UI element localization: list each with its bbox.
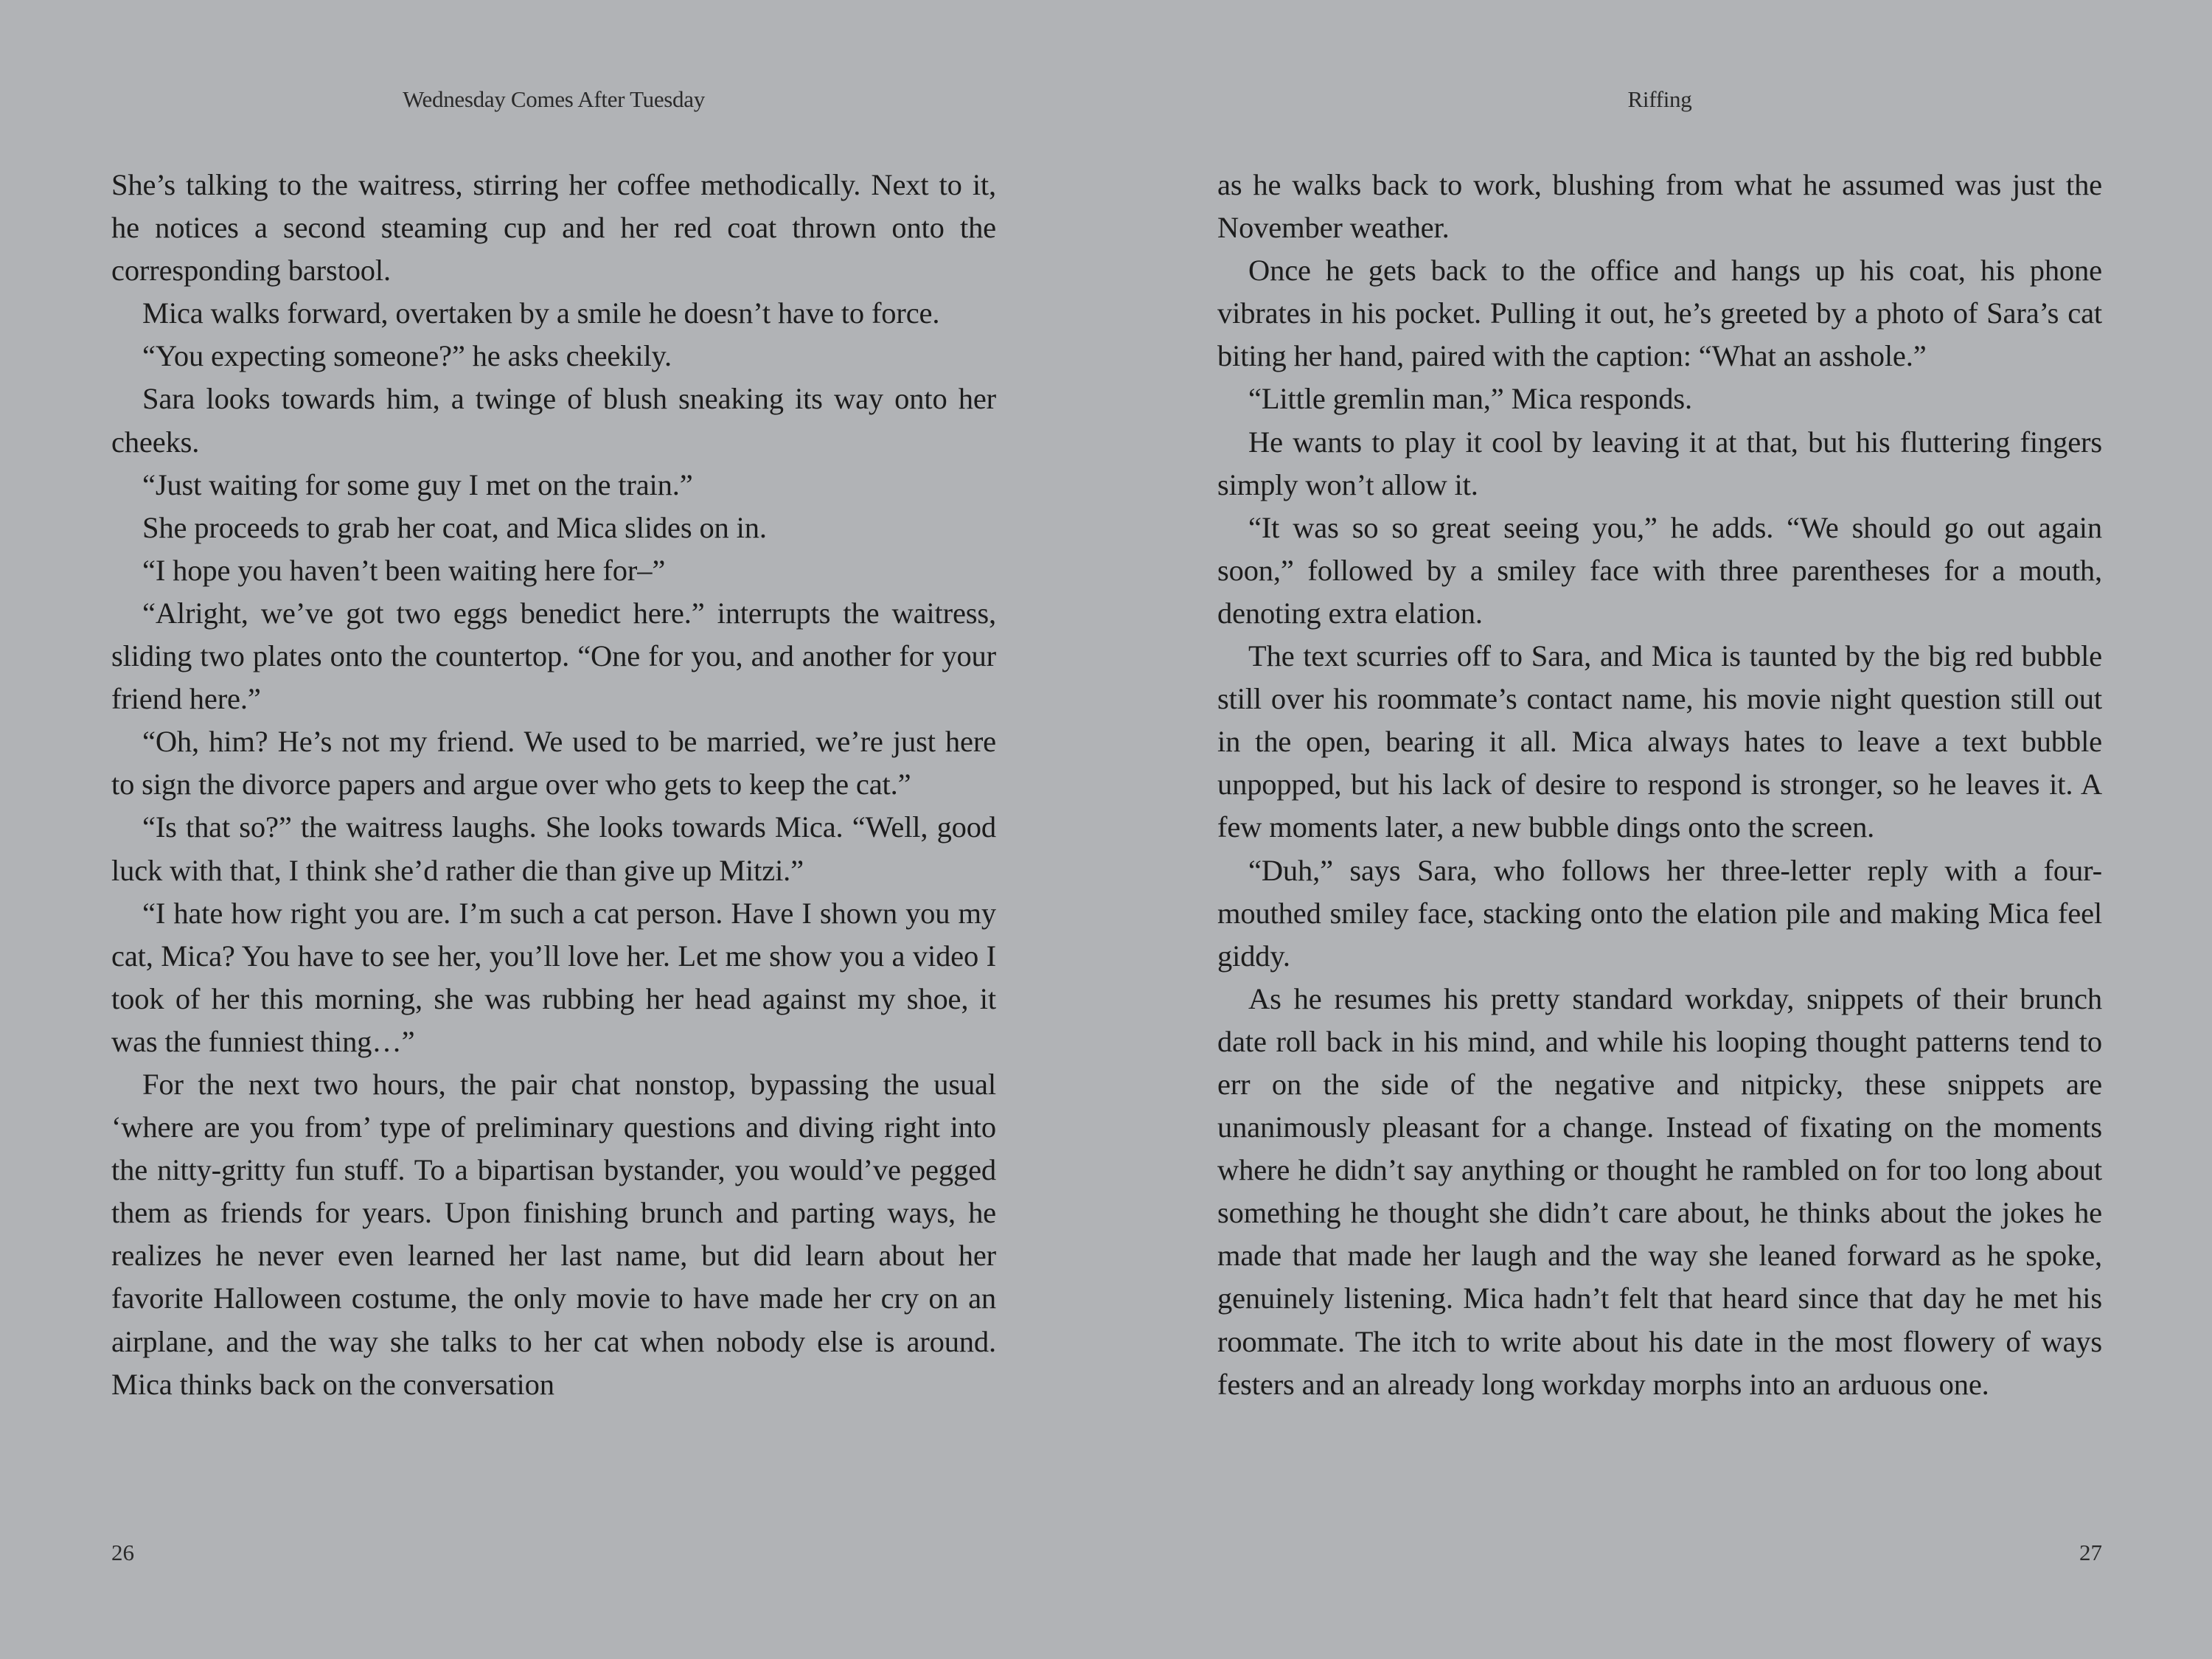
paragraph: “I hope you haven’t been waiting here for–” <box>142 553 666 587</box>
paragraph: “Oh, him? He’s not my friend. We used to be married, we’re just here to sign the divorce papers and argue over who gets to keep the cat.” <box>111 725 996 801</box>
left-body-text <box>111 164 996 1406</box>
left-page <box>111 0 996 1659</box>
paragraph: As he resumes his pretty standard workday, snippets of their brunch date roll back in his mind, and while his looping thought patterns tend to err on the side of the negative and nitpicky, these snippets are unanimously pleasant for a change. Instead of fixating on the moments where he didn’t say anything or thought he rambled on for too long about something he thought she didn’t care about, he thinks about the jokes he made that made her laugh and the way she leaned forward as he spoke, genuinely listening. Mica hadn’t felt that heard since that day he met his roommate. The itch to write about his date in the most flowery of ways festers and an already long workday morphs into an arduous one. <box>1217 981 2102 1401</box>
right-body-text <box>1217 164 2102 1406</box>
paragraph: “I hate how right you are. I’m such a cat person. Have I shown you my cat, Mica? You have to see her, you’ll love her. Let me show you a video I took of her this morning, she was rubbing her head against my shoe, it was the funniest thing…” <box>111 896 996 1058</box>
paragraph: “Little gremlin man,” Mica responds. <box>1248 382 1692 416</box>
paragraph: “Just waiting for some guy I met on the train.” <box>142 467 693 501</box>
paragraph: Sara looks towards him, a twinge of blush sneaking its way onto her cheeks. <box>111 382 996 459</box>
paragraph: For the next two hours, the pair chat nonstop, bypassing the usual ‘where are you from’ type of preliminary questions and diving right into the nitty-gritty fun stuff. To a bipartisan bystander, you would’ve pegged them as friends for years. Upon finishing brunch and parting ways, he realizes he never even learned her last name, but did learn about her favorite Halloween costume, the only movie to have made her cry on an airplane, and the way she talks to her cat when nobody else is around. Mica thinks back on the conversation <box>111 1067 996 1401</box>
right-page <box>1217 0 2102 1659</box>
paragraph: Once he gets back to the office and hangs up his coat, his phone vibrates in his pocket. Pulling it out, he’s greeted by a photo of Sara’s cat biting her hand, paired with the caption: “What an asshole.” <box>1217 254 2102 373</box>
paragraph: “You expecting someone?” he asks cheekily. <box>142 339 672 373</box>
right-page-number: 27 <box>2079 1540 2102 1565</box>
paragraph: as he walks back to work, blushing from what he assumed was just the November weather. <box>1217 168 2102 245</box>
paragraph: “Is that so?” the waitress laughs. She looks towards Mica. “Well, good luck with that, I think she’d rather die than give up Mitzi.” <box>111 810 996 887</box>
paragraph: The text scurries off to Sara, and Mica is taunted by the big red bubble still over his roommate’s contact name, his movie night question still out in the open, bearing it all. Mica always hates to leave a text bubble unpopped, but his lack of desire to respond is stronger, so he leaves it. A few moments later, a new bubble dings onto the screen. <box>1217 639 2102 844</box>
paragraph: He wants to play it cool by leaving it at that, but his fluttering fingers simply won’t allow it. <box>1217 425 2102 501</box>
left-running-head: Wednesday Comes After Tuesday <box>403 86 705 112</box>
paragraph: She’s talking to the waitress, stirring her coffee methodically. Next to it, he notices a second steaming cup and her red coat thrown onto the corresponding barstool. <box>111 168 996 288</box>
paragraph: She proceeds to grab her coat, and Mica slides on in. <box>142 510 767 544</box>
paragraph: “Alright, we’ve got two eggs benedict here.” interrupts the waitress, sliding two plates onto the countertop. “One for you, and another for your friend here.” <box>111 596 996 716</box>
paragraph: “Duh,” says Sara, who follows her three-letter reply with a four-mouthed smiley face, stacking onto the elation pile and making Mica feel giddy. <box>1217 853 2102 973</box>
paragraph: “It was so so great seeing you,” he adds. “We should go out again soon,” followed by a smiley face with three parentheses for a mouth, denoting extra elation. <box>1217 510 2102 630</box>
paragraph: Mica walks forward, overtaken by a smile he doesn’t have to force. <box>142 296 940 330</box>
left-page-number: 26 <box>111 1540 134 1565</box>
right-running-head: Riffing <box>1627 86 1692 112</box>
